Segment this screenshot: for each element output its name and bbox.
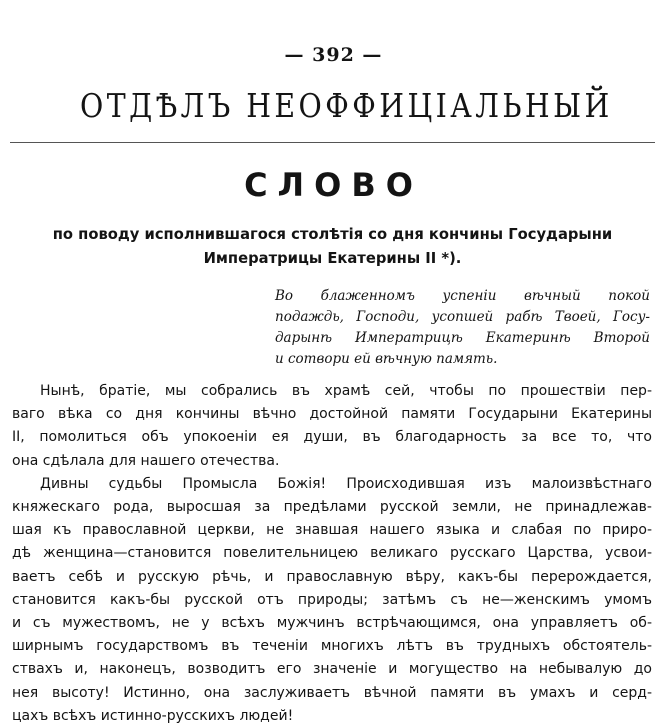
section-title: ОТДѢЛЪ НЕОФФИЦІАЛЬНЫЙ [80,86,613,125]
article-subtitle [10,222,655,270]
body-line: ствахъ и, наконецъ, возводитъ его значеніе и могущество на небывалую до [12,661,652,678]
page-number: — 392 — [284,44,383,66]
article-body [12,380,652,728]
body-line: ваетъ себѣ и русскую рѣчь, и православную вѣру, какъ-бы перерождается, [12,568,652,585]
subtitle-line: по поводу исполнившагося столѣтія со дня кончины Государыни [52,225,613,243]
body-line: цахъ всѣхъ истинно-русскихъ людей! [12,707,294,724]
body-line: нея высоту! Истинно, она заслуживаетъ вѣчной памяти въ умахъ и серд- [12,684,652,701]
epigraph-line: дарынѣ Императрицѣ Екатеринѣ Второй [275,330,650,346]
body-line: становится какъ-бы русской отъ природы; затѣмъ съ не—женскимъ умомъ [12,591,652,608]
body-line: II, помолиться объ упокоеніи ея души, въ благодарность за все то, что [12,429,652,446]
body-line: ваго вѣка со дня кончины вѣчно достойной памяти Государыни Екатерины [12,406,652,423]
body-line: княжескаго рода, выросшая за предѣлами русской земли, не принадлежав- [12,499,652,516]
body-line: и съ мужествомъ, не у всѣхъ мужчинъ встрѣчающимся, она управляетъ об- [12,615,652,632]
paragraph-1 [12,380,652,473]
epigraph-line: и сотвори ей вѣчную память. [275,351,498,367]
article-title: СЛОВО [244,166,423,204]
body-line: ширнымъ государствомъ въ теченіи многихъ лѣтъ въ трудныхъ обстоятель- [12,638,652,655]
section-divider [10,142,655,143]
body-line: шая къ православной церкви, не знавшая нашего языка и слабая по приро- [12,522,652,539]
body-line: она сдѣлала для нашего отечества. [12,452,280,469]
body-line: дѣ женщина—становится повелительницею великаго русскаго Царства, усвои- [12,545,652,562]
epigraph-line: подаждь, Господи, усопшей рабѣ Твоей, Госу- [275,309,650,325]
subtitle-line: Императрицы Екатерины II *). [203,249,462,267]
epigraph [275,286,650,370]
body-line: Нынѣ, братіе, мы собрались въ храмѣ сей, чтобы по прошествіи пер- [40,383,652,399]
paragraph-2 [12,473,652,728]
body-line: Дивны судьбы Промысла Божія! Происходившая изъ малоизвѣстнаго [40,475,652,492]
epigraph-line: Во блаженномъ успеніи вѣчный покой [275,288,650,304]
